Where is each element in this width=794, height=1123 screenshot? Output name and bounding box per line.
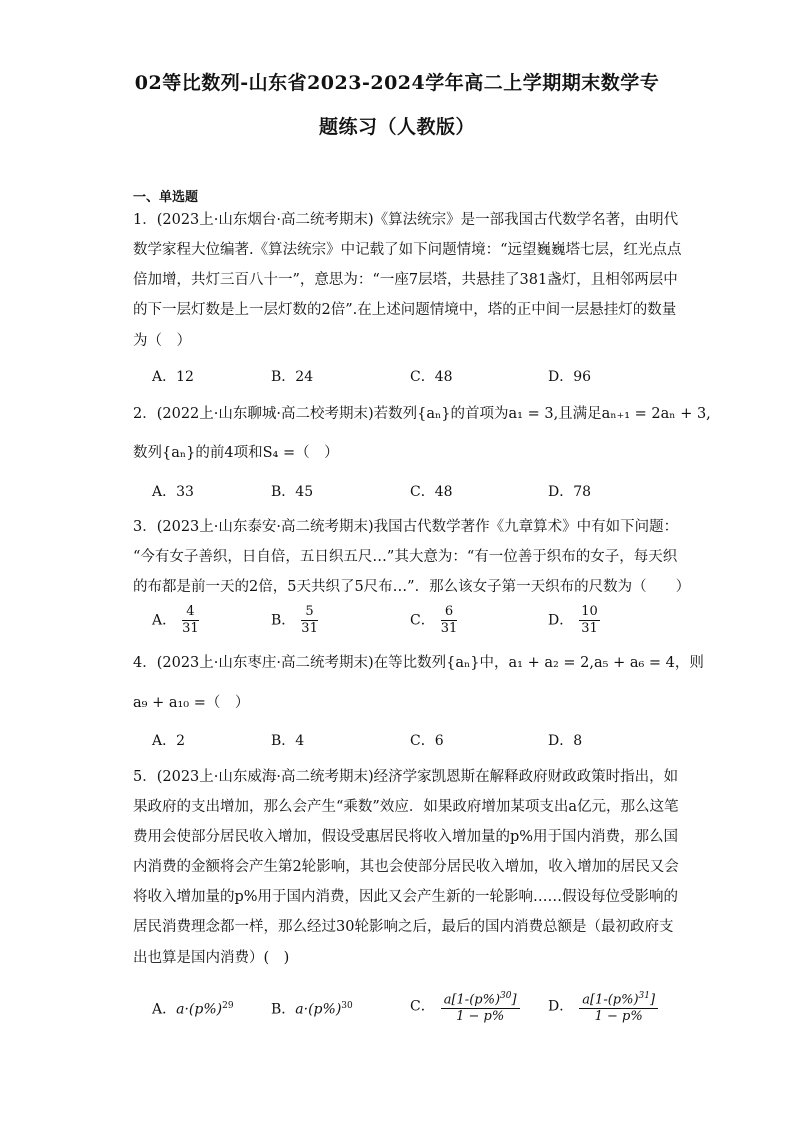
q3-option-c-num: 6 (441, 604, 458, 621)
q5-option-d-num-base: a[1-(p%) (582, 992, 639, 1008)
q2-option-d: D．78 (548, 484, 592, 500)
q5-option-c (410, 988, 520, 1025)
document-title-line2: 题练习（人教版） (318, 116, 475, 138)
q5-line5: 将收入增加量的p%用于国内消费，因此又会产生新的一轮影响……假设每位受影响的 (133, 889, 679, 905)
q3-option-d-label: D． (548, 612, 574, 629)
q2-line2: 数列{aₙ}的前4项和S₄ =（ ） (133, 445, 339, 461)
q5-option-a (152, 996, 234, 1020)
q5-line4: 内消费的金额将会产生第2轮影响，其也会使部分居民收入增加，收入增加的居民又会 (133, 859, 679, 875)
q3-option-c-fraction (441, 604, 458, 637)
q3-option-b-den: 31 (301, 621, 318, 636)
q5-option-d-den: 1 − p% (594, 1009, 643, 1025)
q1-option-a: A．12 (152, 369, 194, 385)
q3-option-d-num: 10 (581, 604, 598, 619)
q2-line1: 2．(2022上·山东聊城·高二校考期末)若数列{aₙ}的首项为a₁ = 3,且满足aₙ₊₁ = 2aₙ + 3, (133, 406, 711, 422)
q2-option-a: A．33 (152, 484, 194, 500)
q5-option-c-num-base: a[1-(p%) (443, 992, 501, 1008)
q1-line3: 倍加增，共灯三百八十一”，意思为：“一座7层塔，共悬挂了381盏灯，且相邻两层中 (133, 272, 678, 288)
q5-option-d-fraction (579, 988, 658, 1025)
q5-line6: 居民消费理念都一样，那么经过30轮影响之后，最后的国内消费总额是（最初政府支 (133, 919, 674, 935)
q1-line4: 的下一层灯数是上一层灯数的2倍”.在上述问题情境中，塔的正中间一层悬挂灯的数量 (133, 302, 677, 318)
q3-option-b-num: 5 (301, 604, 318, 621)
q1-option-b: B．24 (271, 369, 314, 385)
q1-option-c: C．48 (410, 369, 453, 385)
q3-option-c-den: 31 (440, 621, 458, 636)
q4-line2: a₉ + a₁₀ =（ ） (133, 695, 250, 711)
q3-option-c-label: C． (410, 612, 435, 629)
q5-option-b-exp: 30 (341, 1001, 353, 1011)
q3-option-d (548, 604, 600, 637)
q5-option-d-num-end: ] (650, 992, 656, 1008)
q5-option-a-exp: 29 (222, 1001, 234, 1011)
q5-option-b (271, 996, 353, 1020)
q2-option-c: C．48 (410, 484, 453, 500)
q5-option-c-num (441, 988, 520, 1009)
q5-option-b-expr: a·(p%) (295, 1001, 342, 1018)
q5-option-d-label: D． (548, 998, 574, 1015)
q3-option-b-fraction (301, 604, 318, 637)
q4-line1: 4．(2023上·山东枣庄·高二统考期末)在等比数列{aₙ}中，a₁ + a₂ = 2,a₅ + a₆ = 4，则 (133, 655, 704, 671)
q5-option-d-num-exp: 31 (638, 991, 650, 1001)
q1-line1: 1．(2023上·山东烟台·高二统考期末)《算法统宗》是一部我国古代数学名著，由明代 (133, 212, 679, 228)
q3-option-a-num: 4 (182, 604, 199, 621)
q5-option-b-label: B． (271, 1001, 296, 1018)
q3-option-a-fraction (182, 604, 199, 637)
q3-option-a-label: A． (152, 612, 177, 629)
q1-line5: 为（ ） (133, 333, 191, 349)
q5-option-c-num-end: ] (511, 992, 517, 1008)
q5-option-d (548, 988, 658, 1025)
q1-option-d: D．96 (548, 369, 592, 385)
q5-option-c-label: C． (410, 998, 435, 1015)
q3-option-d-den: 31 (581, 621, 598, 636)
q3-line1: 3．(2023上·山东泰安·高二统考期末)我国古代数学著作《九章算术》中有如下问题： (133, 519, 679, 535)
document-title-line1: 02等比数列-山东省2023-2024学年高二上学期期末数学专 (134, 72, 660, 94)
q4-option-a: A．2 (152, 733, 186, 749)
q3-option-d-fraction (579, 604, 600, 637)
q3-option-b (271, 604, 318, 637)
q5-option-c-fraction (441, 988, 520, 1025)
q4-option-b: B．4 (271, 733, 305, 749)
q5-option-a-expr: a·(p%) (176, 1001, 223, 1018)
q5-option-c-den: 1 − p% (456, 1009, 505, 1025)
q3-line3: 的布都是前一天的2倍，5天共织了5尺布…”．那么该女子第一天织布的尺数为（ ） (133, 579, 691, 595)
q3-line2: “今有女子善织，日自倍，五日织五尺…”其大意为：“有一位善于织布的女子，每天织 (133, 549, 678, 565)
q5-line3: 费用会使部分居民收入增加，假设受惠居民将收入增加量的p%用于国内消费，那么国 (133, 829, 679, 845)
q3-option-b-label: B． (271, 612, 296, 629)
q3-option-c (410, 604, 457, 637)
q5-line1: 5．(2023上·山东威海·高二统考期末)经济学家凯恩斯在解释政府财政政策时指出，如 (133, 769, 679, 785)
section-heading: 一、单选题 (133, 190, 199, 205)
q3-option-a (152, 604, 199, 637)
q2-option-b: B．45 (271, 484, 314, 500)
q5-option-a-label: A． (152, 1001, 177, 1018)
q5-option-c-num-exp: 30 (500, 991, 512, 1001)
q5-line7: 出也算是国内消费）( ) (133, 950, 290, 966)
q4-option-c: C．6 (410, 733, 444, 749)
q3-option-a-den: 31 (182, 621, 199, 636)
q5-option-d-num (579, 988, 658, 1009)
q4-option-d: D．8 (548, 733, 583, 749)
q1-line2: 数学家程大位编著.《算法统宗》中记载了如下问题情境：“远望巍巍塔七层，红光点点 (133, 242, 682, 258)
q5-line2: 果政府的支出增加，那么会产生“乘数”效应．如果政府增加某项支出a亿元，那么这笔 (133, 799, 679, 815)
